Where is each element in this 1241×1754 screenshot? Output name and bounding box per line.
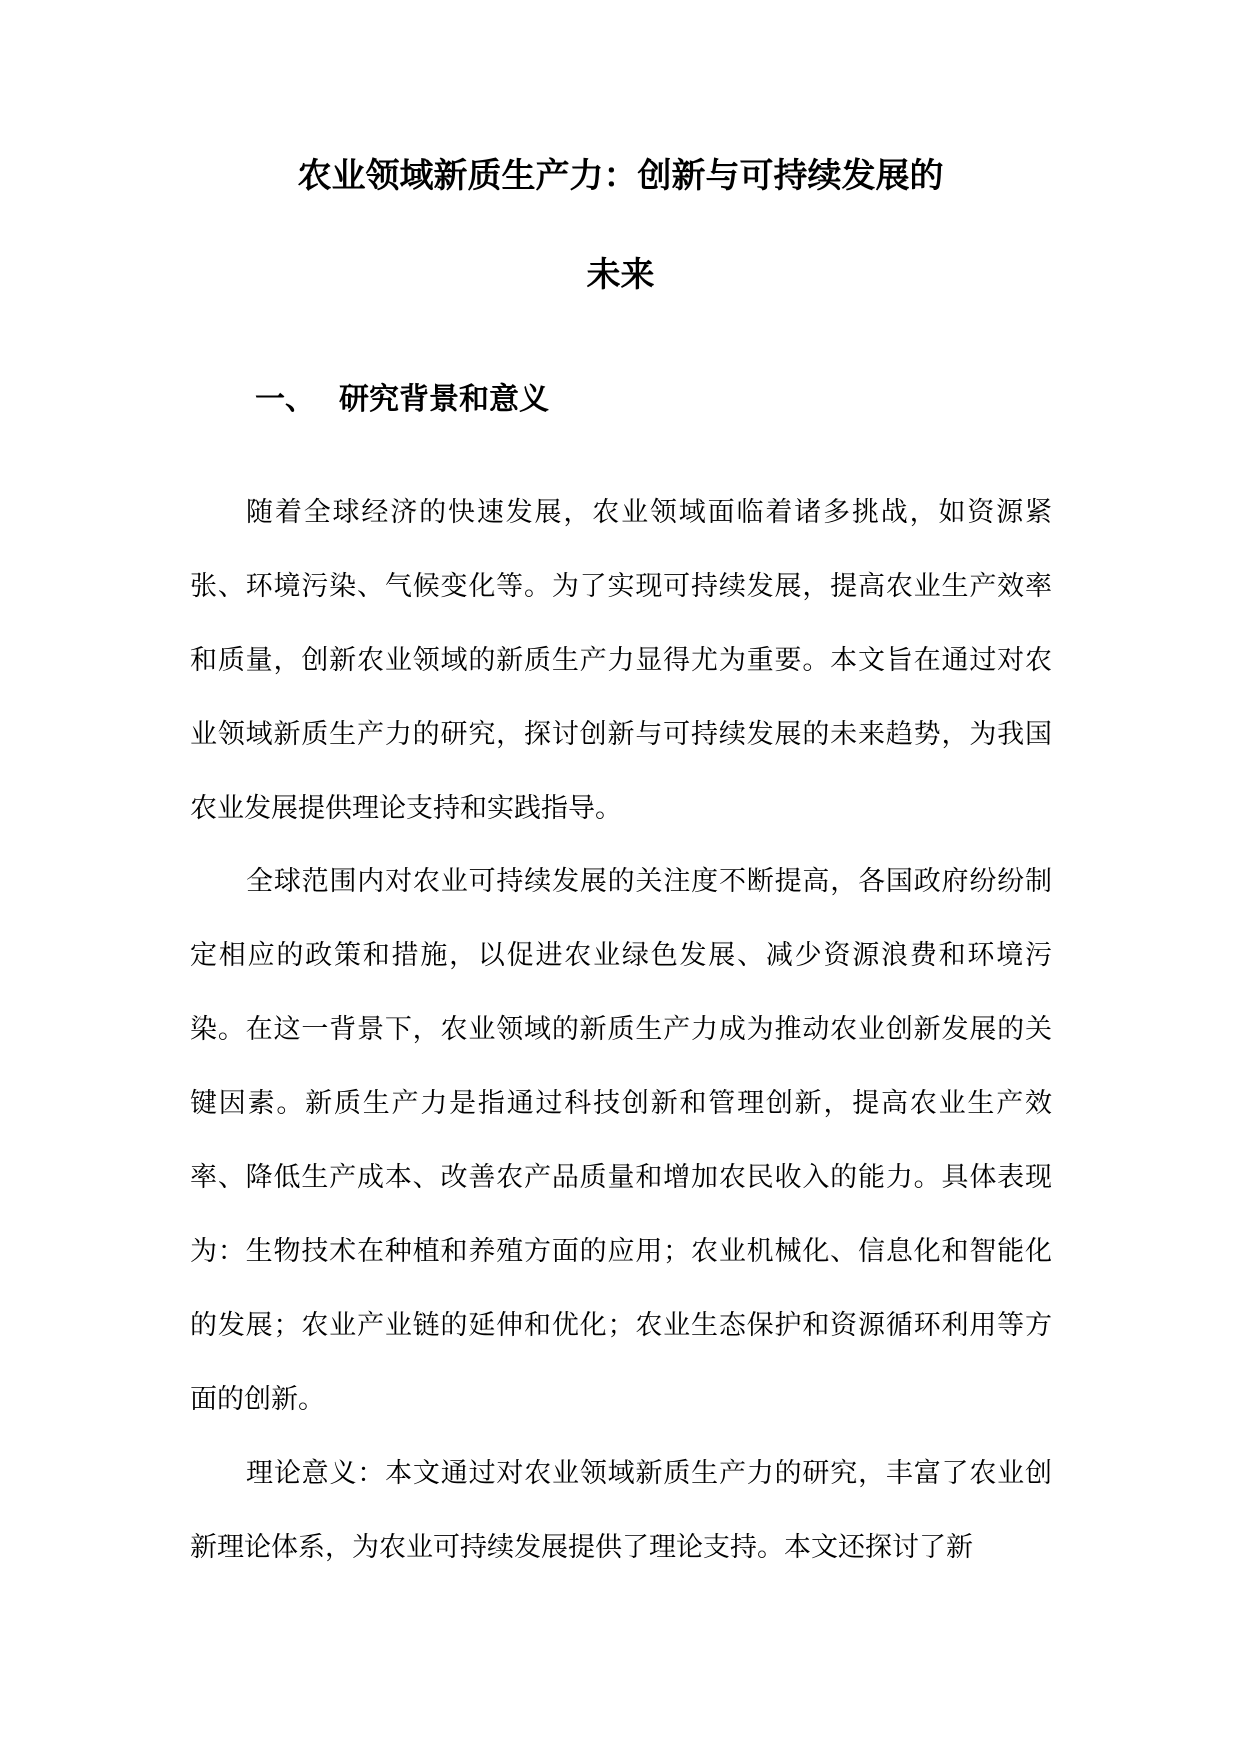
paragraph-2: 全球范围内对农业可持续发展的关注度不断提高，各国政府纷纷制定相应的政策和措施，以促进农业绿色发展、减少资源浪费和环境污染。在这一背景下，农业领域的新质生产力成为推动农业创新发展的关键因素。新质生产力是指通过科技创新和管理创新，提高农业生产效率、降低生产成本、改善农产品质量和增加农民收入的能力。具体表现为：生物技术在种植和养殖方面的应用；农业机械化、信息化和智能化的发展；农业产业链的延伸和优化；农业生态保护和资源循环利用等方面的创新。 <box>190 866 1052 1415</box>
document-title-line-1: 农业领域新质生产力：创新与可持续发展的 <box>297 156 944 196</box>
section-heading-text: 研究背景和意义 <box>339 382 549 417</box>
section-number: 一、 <box>255 382 315 417</box>
document-title-line-2: 未来 <box>586 255 655 295</box>
paragraph-1: 随着全球经济的快速发展，农业领域面临着诸多挑战，如资源紧张、环境污染、气候变化等。为了实现可持续发展，提高农业生产效率和质量，创新农业领域的新质生产力显得尤为重要。本文旨在通过对农业领域新质生产力的研究，探讨创新与可持续发展的未来趋势，为我国农业发展提供理论支持和实践指导。 <box>190 497 1052 824</box>
paragraph-3: 理论意义：本文通过对农业领域新质生产力的研究，丰富了农业创新理论体系，为农业可持续发展提供了理论支持。本文还探讨了新 <box>190 1458 1052 1563</box>
section-heading <box>255 382 549 418</box>
